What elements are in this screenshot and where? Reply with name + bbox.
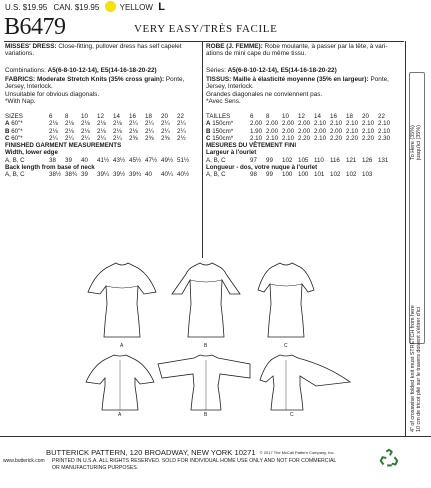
en-description: MISSES' DRESS: Close-fitting, pullover dress has self capelet variations. (5, 43, 182, 58)
price-us: U.S. $19.95 (5, 3, 48, 12)
price-code: YELLOW (119, 3, 153, 12)
stretch-top-label: To Here (35%) jusqu'ici (35%) (410, 125, 423, 160)
illustration-back-a (80, 352, 160, 414)
fr-fabrics: TISSUS: Maille à élasticité moyenne (35% en largeur): Ponte, Jersey, Interlock. Grandes diagonales ne conviennent pas. *Avec Sens. (206, 76, 389, 106)
pattern-number: B6479 (4, 14, 66, 40)
footer-website[interactable]: www.butterick.com (3, 458, 45, 464)
price-can: CAN. $19.95 (53, 3, 100, 12)
illustration-label: A (118, 412, 122, 418)
illustration-front-c (250, 260, 322, 342)
stretch-bottom-label: 4" of crosswise folded knit must STRETCH from here 10 cm de tricot plié sur le travers doivent s'étirer d'ici (410, 305, 423, 432)
fr-description: ROBE (J. FEMME): Robe moulante, à passer par la tête, à vari- ations de mini cape du même tissu. (206, 43, 388, 58)
illustration-front-a (82, 260, 162, 342)
en-yardage-table: SIZES 6 8 10 12 14 16 18 20 22 A 60"* 2⅛ 2⅛ 2⅛ 2⅛ 2⅛ 2¼ 2¼ 2¼ 2¼ B 60"* 2⅛ 2⅛ 2⅛ 2⅛ 2⅛ 2⅛ 2¼ 2¼ 2¼ C 60"* 2¼ 2¼ 2¼ 2¼ 2¼ 2⅜ 2⅜ 2⅜ 2½ FINISHED GARMENT MEASUREMENTS Width, lower edge A, B, C 38 39 40 41½ 43½ 45½ 47½ 49½ 51½ Back length from base of neck A, B, C 38½ 38¾ 39 39¼ 39½ 39¾ 40 40¼ 40½ (5, 113, 190, 179)
illustration-label: B (204, 412, 208, 418)
fr-combinations: Séries: A5(6-8-10-12-14), E5(14-16-18-20-22) (206, 67, 337, 74)
footer-company: BUTTERICK PATTERN, 120 BROADWAY, NEW YORK 10271 © 2017 The McCall Pattern Company, Inc. (46, 448, 335, 457)
illustration-label: C (284, 343, 288, 349)
en-fabrics: FABRICS: Moderate Stretch Knits (35% cross grain): Ponte, Jersey, Interlock. Unsuitable for obvious diagonals. *With Nap. (5, 76, 185, 106)
difficulty: VERY EASY/TRÈS FACILE (134, 23, 278, 35)
stretch-gauge-bar (409, 72, 425, 344)
illustration-label: B (204, 343, 208, 349)
illustration-label: A (120, 343, 124, 349)
price-line (5, 1, 165, 13)
en-combinations: Combinations: A5(6-8-10-12-14), E5(14-16-18-20-22) (5, 67, 157, 74)
illustration-back-b (154, 352, 254, 414)
size-letter: L (158, 1, 165, 13)
recycle-icon (378, 448, 400, 470)
footer-legal: PRINTED IN U.S.A. ALL RIGHTS RESERVED. SOLD FOR INDIVIDUAL HOME USE ONLY AND NOT FOR COMMERCIAL OR MANUFACTURING PURPOSES. (52, 458, 337, 471)
illustration-front-b (170, 260, 242, 342)
price-code-dot (105, 1, 116, 12)
illustration-label: C (290, 412, 294, 418)
illustration-back-c (254, 352, 354, 414)
fr-yardage-table: TAILLES 6 8 10 12 14 16 18 20 22 A 150cm* 2.00 2.00 2.00 2.00 2.10 2.10 2.10 2.10 2.10 B 150cm* 1.90 2.00 2.00 2.00 2.00 2.00 2.10 2.10 2.10 C 150cm* 2.10 2.10 2.10 2.20 2.10 2.20 2.20 2.20 2.30 MESURES DU VÊTEMENT FINI Largeur à l'ourlet A, B, C 97 99 102 105 110 116 121 126 131 Longueur - dos, votre nuque à l'ourlet A, B, C 98 99 100 100 101 102 102 103 (206, 113, 391, 179)
